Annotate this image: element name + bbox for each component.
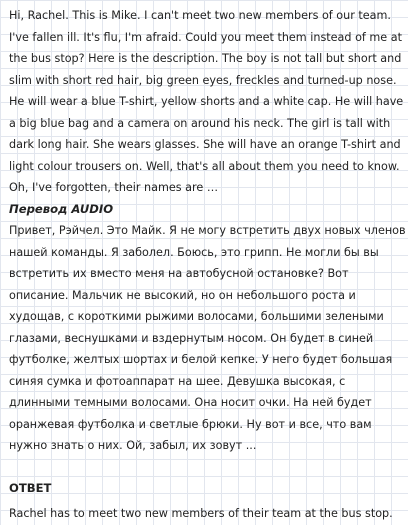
answer-text: Rachel has to meet two new members of their team at the bus stop.: [9, 507, 393, 520]
translation-heading: Перевод AUDIO: [9, 201, 114, 216]
answer-heading: ОТВЕТ: [9, 480, 52, 495]
document-body: [9, 0, 406, 525]
english-passage: Hi, Rachel. This is Mike. I can't meet two new members of our team. I've fallen ill. It's flu, I'm afraid. Could you meet them instead of me at the bus stop? Here is the description. The boy is not tall but short and slim with short red hair, big green eyes, freckles and turned-up nose. He will wear a blue T-shirt, yellow shorts and a white cap. He will have a big blue bag and a camera on around his neck. The girl is tall with dark long hair. She wears glasses. She will have an orange T-shirt and light colour trousers on. Well, that's all about them you need to know. Oh, I've forgotten, their names are …: [9, 9, 404, 194]
russian-translation: Привет, Рэйчел. Это Майк. Я не могу встретить двух новых членов нашей команды. Я заболел. Боюсь, это грипп. Не могли бы вы встретить их вместо меня на автобусной остановке? Вот описание. Мальчик не высокий, но он небольшого роста и худощав, с короткими рыжими волосами, большими зелеными глазами, веснушками и вздернутым носом. Он будет в синей футболке, желтых шортах и белой кепке. У него будет большая синяя сумка и фотоаппарат на шее. Девушка высокая, с длинными темными волосами. Она носит очки. На ней будет оранжевая футболка и светлые брюки. Ну вот и все, что вам нужно знать о них. Ой, забыл, их зовут ...: [9, 224, 406, 452]
